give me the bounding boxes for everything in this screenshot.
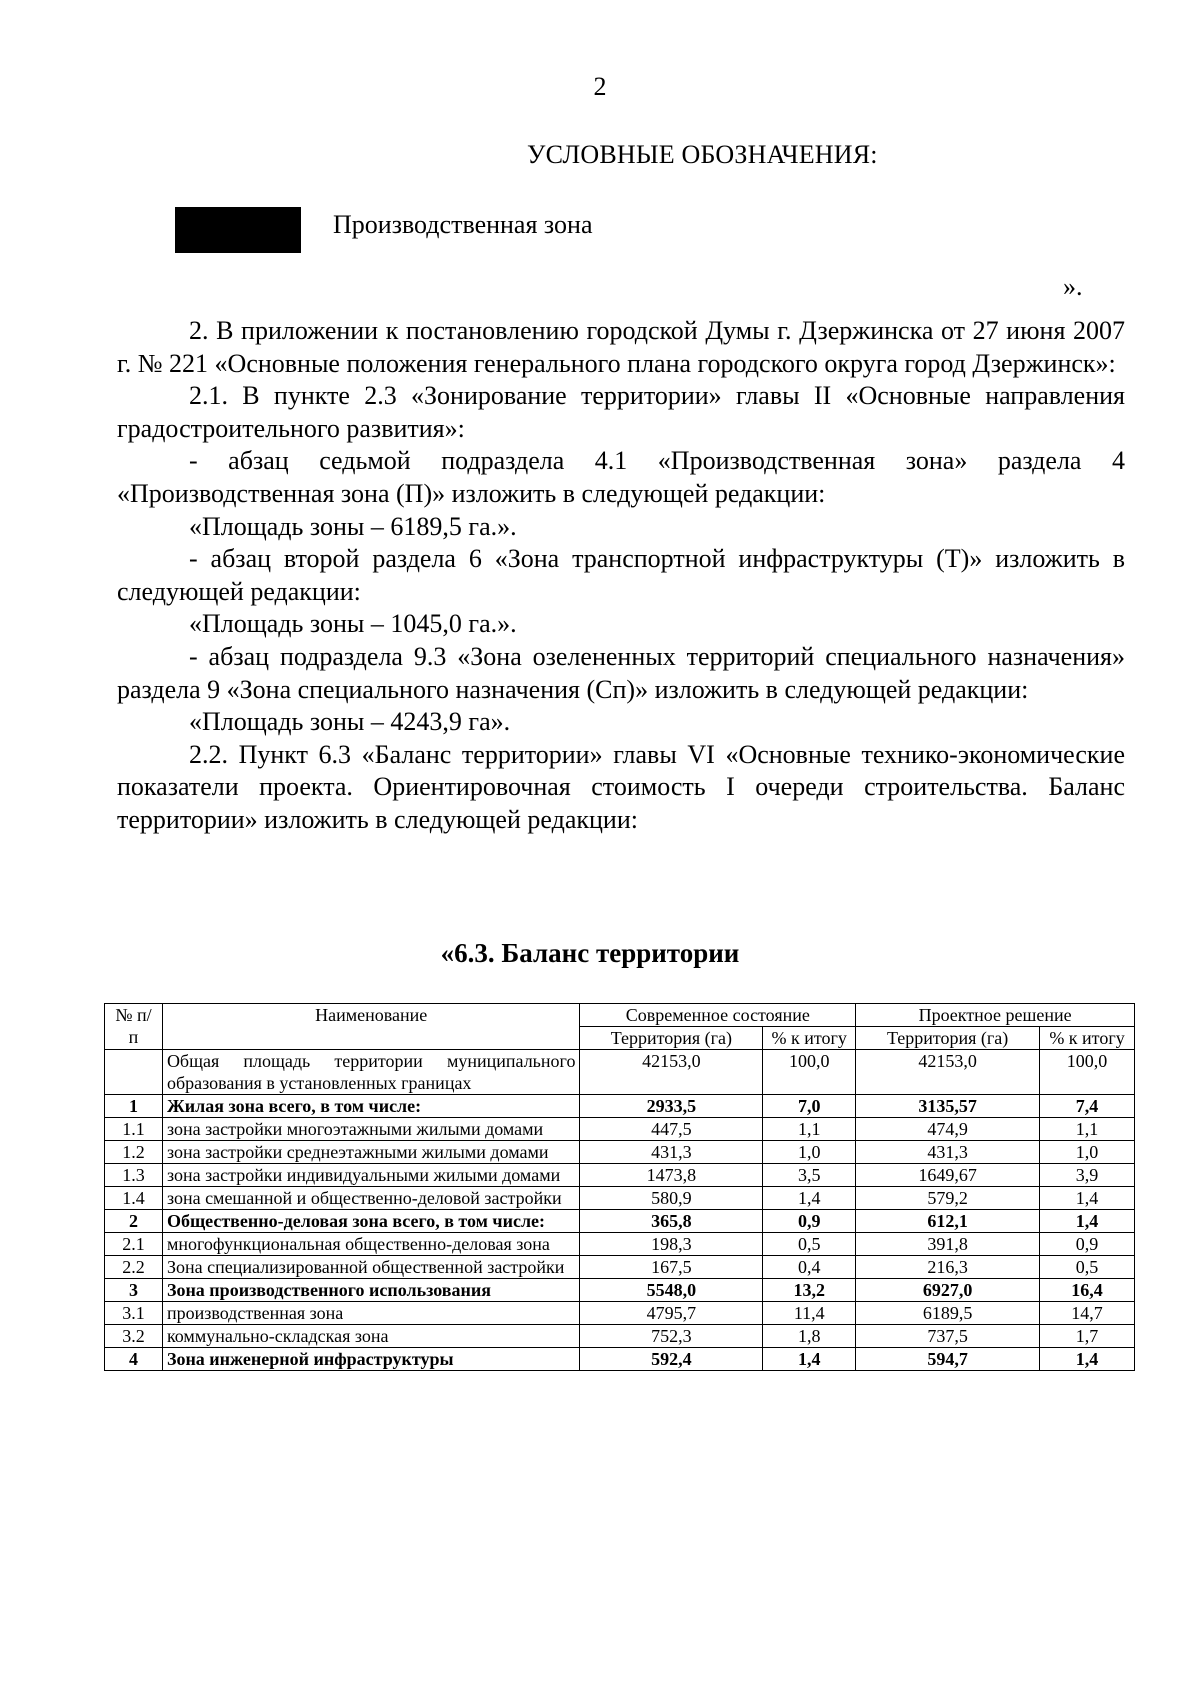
row-num: 1.1 bbox=[105, 1118, 163, 1141]
amendment-text bbox=[117, 315, 1125, 837]
header-current-percent: % к итогу bbox=[763, 1027, 856, 1050]
row-project-area: 579,2 bbox=[856, 1187, 1040, 1210]
row-project-percent: 1,4 bbox=[1040, 1348, 1135, 1371]
row-current-area: 167,5 bbox=[580, 1256, 763, 1279]
row-current-area: 447,5 bbox=[580, 1118, 763, 1141]
table-row bbox=[105, 1302, 1135, 1325]
row-project-percent: 1,4 bbox=[1040, 1210, 1135, 1233]
row-current-area: 4795,7 bbox=[580, 1302, 763, 1325]
row-project-area: 1649,67 bbox=[856, 1164, 1040, 1187]
table-title: «6.3. Баланс территории bbox=[440, 938, 740, 968]
row-current-percent: 100,0 bbox=[763, 1050, 856, 1095]
row-project-percent: 16,4 bbox=[1040, 1279, 1135, 1302]
row-current-percent: 13,2 bbox=[763, 1279, 856, 1302]
row-current-area: 42153,0 bbox=[580, 1050, 763, 1095]
paragraph-area-green: «Площадь зоны – 4243,9 га». bbox=[189, 707, 511, 737]
paragraph-section-6: - абзац второй раздела 6 «Зона транспортной инфраструктуры (Т)» изложить в следующей редакции: bbox=[117, 544, 1125, 606]
table-row bbox=[105, 1187, 1135, 1210]
row-current-percent: 0,5 bbox=[763, 1233, 856, 1256]
table-header-row bbox=[105, 1004, 1135, 1027]
row-name: многофункциональная общественно-деловая зона bbox=[162, 1233, 580, 1256]
row-num: 2.1 bbox=[105, 1233, 163, 1256]
row-current-percent: 7,0 bbox=[763, 1095, 856, 1118]
row-current-percent: 1,4 bbox=[763, 1187, 856, 1210]
row-name: Жилая зона всего, в том числе: bbox=[162, 1095, 580, 1118]
row-current-area: 580,9 bbox=[580, 1187, 763, 1210]
row-current-percent: 1,8 bbox=[763, 1325, 856, 1348]
row-num: 3.1 bbox=[105, 1302, 163, 1325]
paragraph-2-1: 2.1. В пункте 2.3 «Зонирование территории» главы II «Основные направления градостроительного развития»: bbox=[117, 381, 1125, 443]
table-row bbox=[105, 1325, 1135, 1348]
row-name: зона застройки индивидуальными жилыми домами bbox=[162, 1164, 580, 1187]
row-current-percent: 0,4 bbox=[763, 1256, 856, 1279]
row-num: 1.4 bbox=[105, 1187, 163, 1210]
row-project-percent: 0,5 bbox=[1040, 1256, 1135, 1279]
paragraph-2: 2. В приложении к постановлению городской Думы г. Дзержинска от 27 июня 2007 г. № 221 «Основные положения генерального плана городского округа город Дзержинск»: bbox=[117, 316, 1125, 378]
row-name: зона застройки среднеэтажными жилыми домами bbox=[162, 1141, 580, 1164]
table-row bbox=[105, 1141, 1135, 1164]
row-project-percent: 100,0 bbox=[1040, 1050, 1135, 1095]
paragraph-area-transport: «Площадь зоны – 1045,0 га.». bbox=[189, 609, 517, 639]
table-row bbox=[105, 1164, 1135, 1187]
table-row bbox=[105, 1095, 1135, 1118]
row-project-percent: 1,1 bbox=[1040, 1118, 1135, 1141]
row-project-area: 6927,0 bbox=[856, 1279, 1040, 1302]
header-project-territory: Территория (га) bbox=[856, 1027, 1040, 1050]
row-current-area: 5548,0 bbox=[580, 1279, 763, 1302]
legend-swatch-production-zone bbox=[175, 207, 301, 253]
legend-label-production-zone: Производственная зона bbox=[333, 210, 593, 239]
row-project-percent: 1,4 bbox=[1040, 1187, 1135, 1210]
row-num: 1.3 bbox=[105, 1164, 163, 1187]
table-row bbox=[105, 1279, 1135, 1302]
row-project-area: 594,7 bbox=[856, 1348, 1040, 1371]
row-current-area: 752,3 bbox=[580, 1325, 763, 1348]
row-num: 3.2 bbox=[105, 1325, 163, 1348]
row-current-area: 431,3 bbox=[580, 1141, 763, 1164]
header-project-percent: % к итогу bbox=[1040, 1027, 1135, 1050]
row-num: 2 bbox=[105, 1210, 163, 1233]
row-project-percent: 3,9 bbox=[1040, 1164, 1135, 1187]
row-project-area: 391,8 bbox=[856, 1233, 1040, 1256]
paragraph-2-2: 2.2. Пункт 6.3 «Баланс территории» главы VI «Основные технико-экономические показатели проекта. Ориентировочная стоимость I очереди строительства. Баланс территории» изложить в следующей редакции: bbox=[117, 739, 1125, 834]
territory-balance-table bbox=[104, 1003, 1135, 1371]
row-project-percent: 1,0 bbox=[1040, 1141, 1135, 1164]
table-row bbox=[105, 1118, 1135, 1141]
row-project-area: 431,3 bbox=[856, 1141, 1040, 1164]
row-project-area: 216,3 bbox=[856, 1256, 1040, 1279]
table-row bbox=[105, 1256, 1135, 1279]
row-num: 3 bbox=[105, 1279, 163, 1302]
row-project-percent: 7,4 bbox=[1040, 1095, 1135, 1118]
row-num: 2.2 bbox=[105, 1256, 163, 1279]
row-num: 1 bbox=[105, 1095, 163, 1118]
closing-quote: ». bbox=[1063, 272, 1083, 301]
row-current-percent: 1,0 bbox=[763, 1141, 856, 1164]
row-project-area: 42153,0 bbox=[856, 1050, 1040, 1095]
row-name: коммунально-складская зона bbox=[162, 1325, 580, 1348]
header-project-solution: Проектное решение bbox=[856, 1004, 1135, 1027]
row-current-area: 2933,5 bbox=[580, 1095, 763, 1118]
row-num: 1.2 bbox=[105, 1141, 163, 1164]
row-current-percent: 11,4 bbox=[763, 1302, 856, 1325]
row-project-percent: 1,7 bbox=[1040, 1325, 1135, 1348]
row-name: Зона инженерной инфраструктуры bbox=[162, 1348, 580, 1371]
row-name: производственная зона bbox=[162, 1302, 580, 1325]
paragraph-subsection-9-3: - абзац подраздела 9.3 «Зона озелененных территорий специального назначения» раздела 9 «Зона специального назначения (Сп)» изложить в следующей редакции: bbox=[117, 641, 1125, 704]
row-project-area: 474,9 bbox=[856, 1118, 1040, 1141]
row-current-area: 198,3 bbox=[580, 1233, 763, 1256]
row-project-area: 3135,57 bbox=[856, 1095, 1040, 1118]
table-row bbox=[105, 1233, 1135, 1256]
paragraph-area-production: «Площадь зоны – 6189,5 га.». bbox=[189, 511, 517, 541]
row-project-area: 6189,5 bbox=[856, 1302, 1040, 1325]
row-project-area: 612,1 bbox=[856, 1210, 1040, 1233]
row-num bbox=[105, 1050, 163, 1095]
row-current-area: 1473,8 bbox=[580, 1164, 763, 1187]
row-current-percent: 1,1 bbox=[763, 1118, 856, 1141]
row-name: Общая площадь территории муниципального образования в установленных границах bbox=[162, 1050, 580, 1095]
table-row bbox=[105, 1050, 1135, 1095]
row-name: зона застройки многоэтажными жилыми домами bbox=[162, 1118, 580, 1141]
row-current-percent: 1,4 bbox=[763, 1348, 856, 1371]
legend-title: УСЛОВНЫЕ ОБОЗНАЧЕНИЯ: bbox=[527, 140, 878, 169]
row-project-area: 737,5 bbox=[856, 1325, 1040, 1348]
page-number: 2 bbox=[593, 72, 607, 101]
row-name: Общественно-деловая зона всего, в том числе: bbox=[162, 1210, 580, 1233]
row-current-percent: 0,9 bbox=[763, 1210, 856, 1233]
header-current-territory: Территория (га) bbox=[580, 1027, 763, 1050]
table-row bbox=[105, 1348, 1135, 1371]
row-num: 4 bbox=[105, 1348, 163, 1371]
row-current-percent: 3,5 bbox=[763, 1164, 856, 1187]
row-name: Зона производственного использования bbox=[162, 1279, 580, 1302]
table-row bbox=[105, 1210, 1135, 1233]
row-current-area: 365,8 bbox=[580, 1210, 763, 1233]
paragraph-subsection-4-1: - абзац седьмой подраздела 4.1 «Производственная зона» раздела 4 «Производственная зона (П)» изложить в следующей редакции: bbox=[117, 446, 1125, 508]
header-name: Наименование bbox=[162, 1004, 580, 1050]
row-name: зона смешанной и общественно-деловой застройки bbox=[162, 1187, 580, 1210]
row-project-percent: 14,7 bbox=[1040, 1302, 1135, 1325]
row-project-percent: 0,9 bbox=[1040, 1233, 1135, 1256]
row-current-area: 592,4 bbox=[580, 1348, 763, 1371]
row-name: Зона специализированной общественной застройки bbox=[162, 1256, 580, 1279]
header-num: № п/ п bbox=[105, 1004, 163, 1050]
header-current-state: Современное состояние bbox=[580, 1004, 856, 1027]
